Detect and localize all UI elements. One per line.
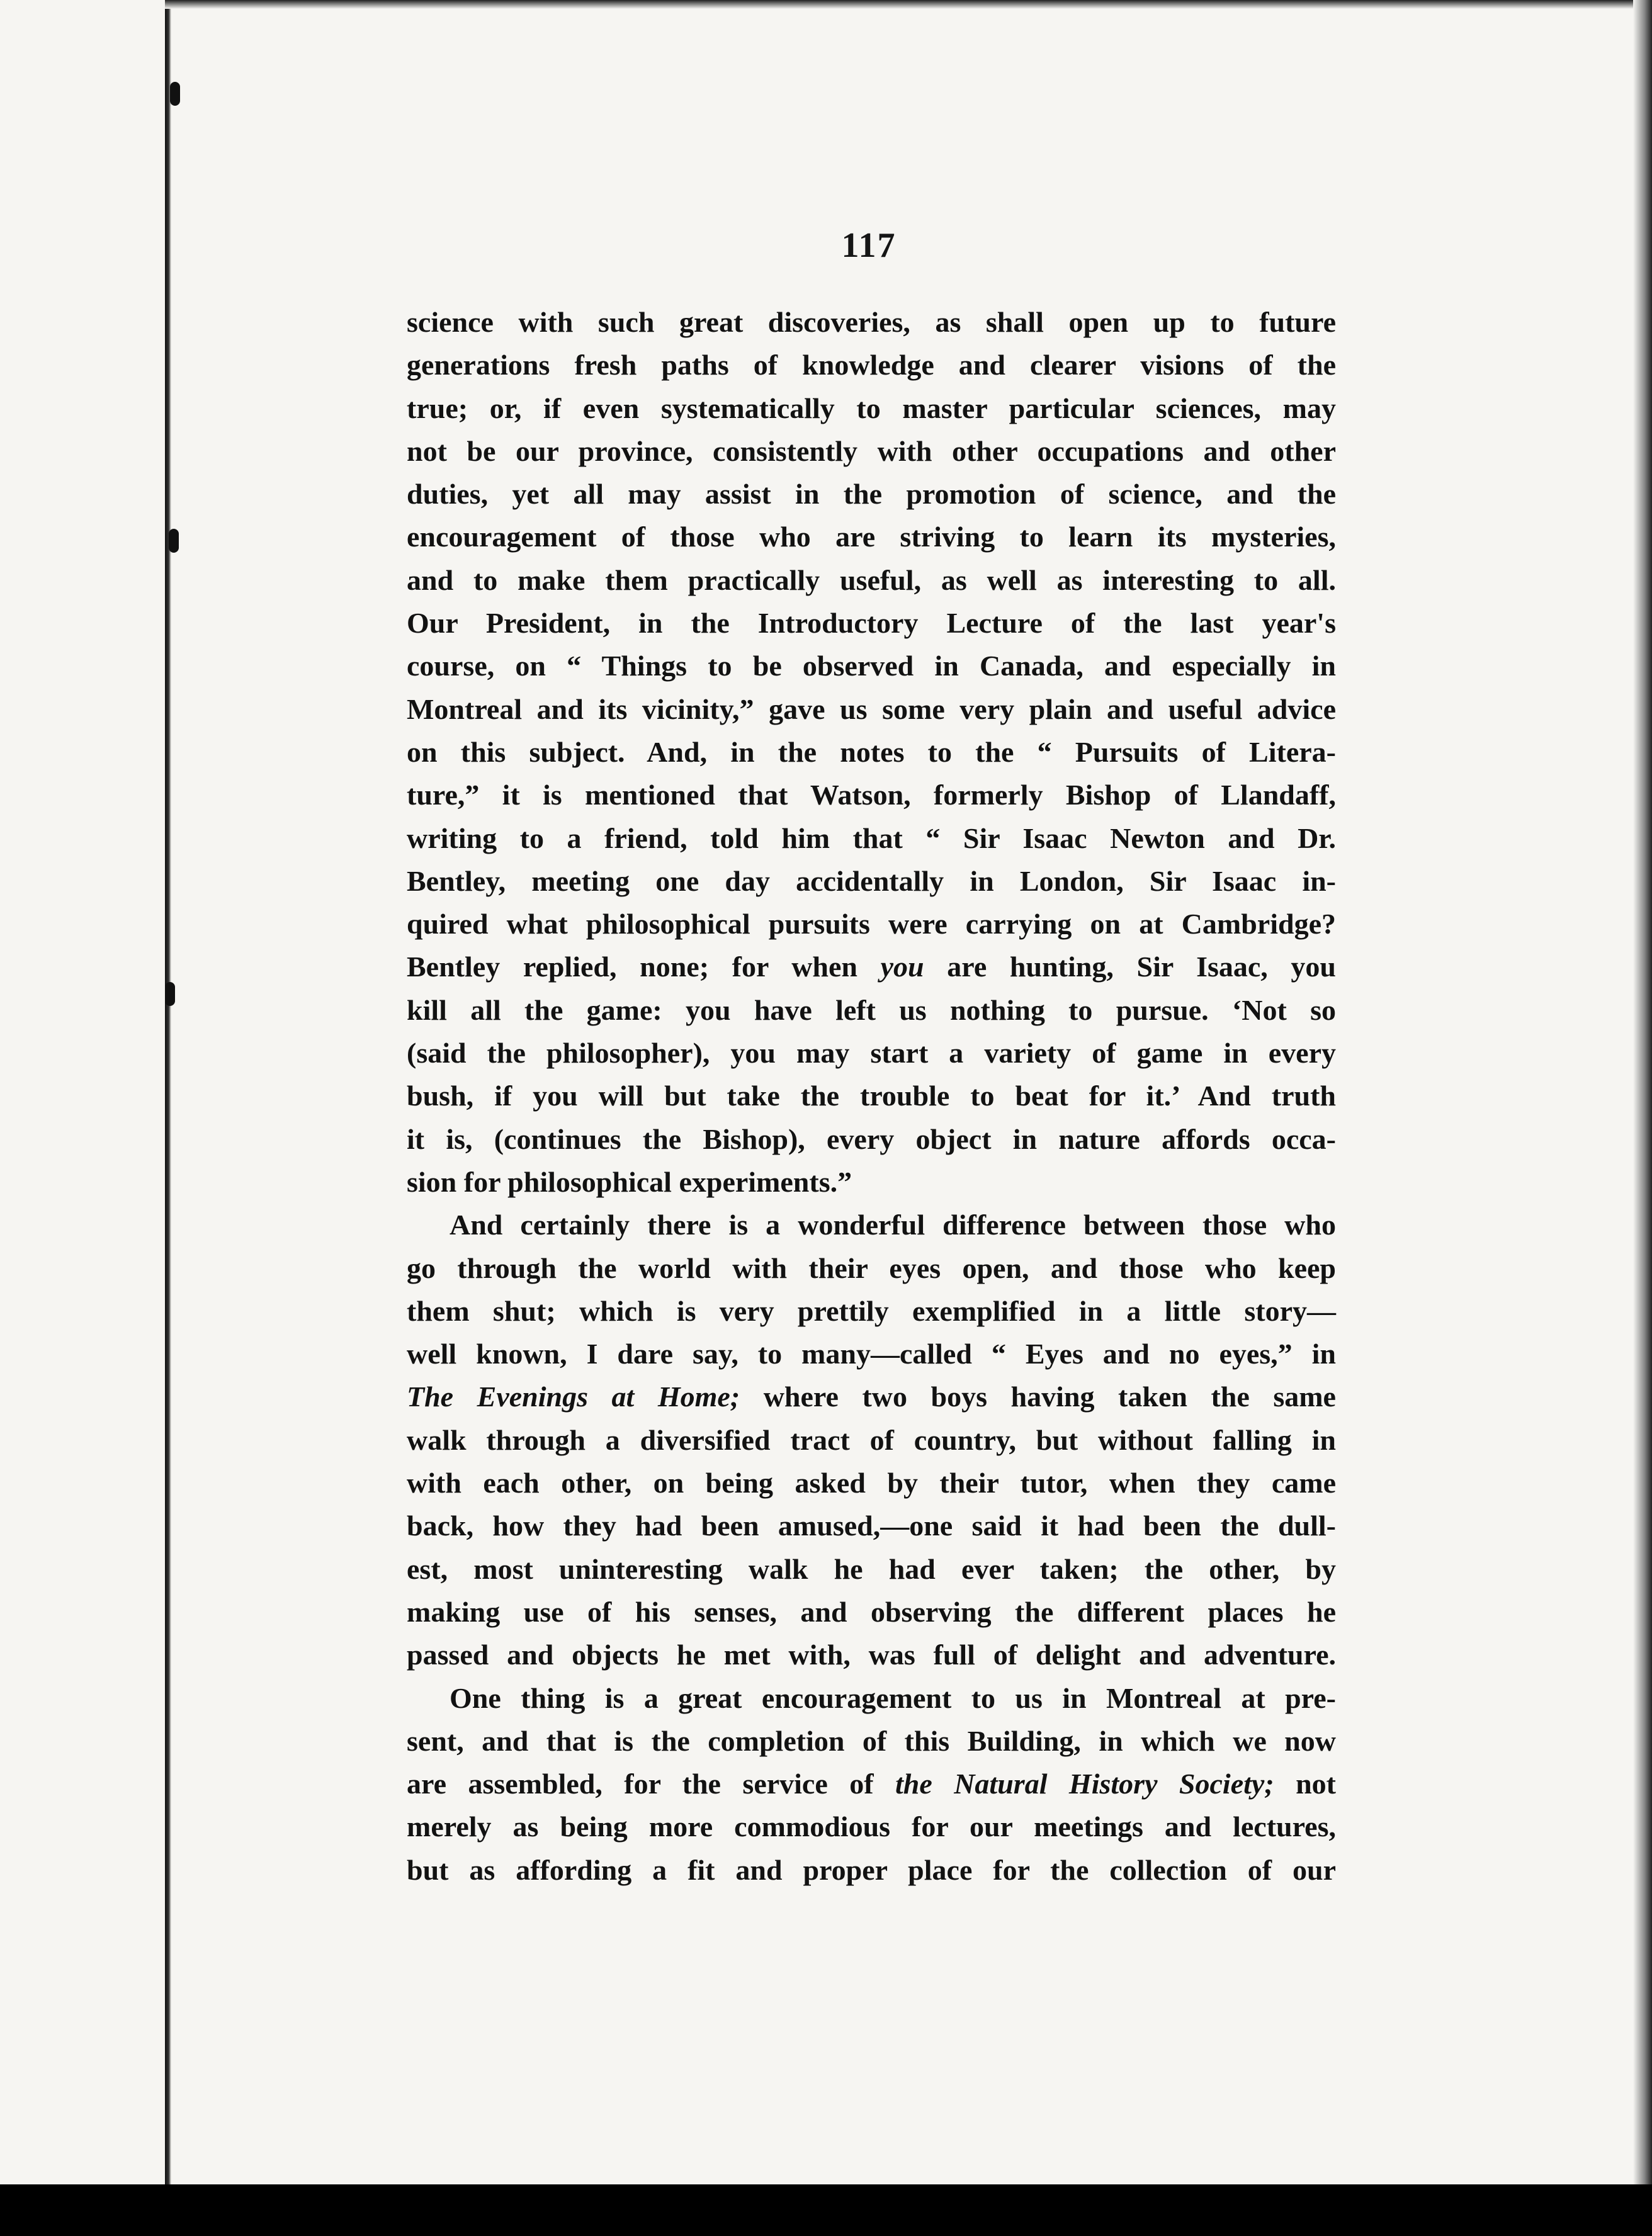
text-line: it is, (continues the Bishop), every object in nature affords occa- xyxy=(407,1122,1336,1155)
text-line: And certainly there is a wonderful difference between those who xyxy=(450,1209,1336,1241)
italic-phrase: the Natural History Society; xyxy=(895,1768,1274,1800)
text-line: with each other, on being asked by their tutor, when they came xyxy=(407,1467,1336,1499)
text-line: quired what philosophical pursuits were carrying on at Cambridge? xyxy=(407,908,1336,940)
right-edge xyxy=(1633,0,1652,2184)
text-line: The Evenings at Home; where two boys having taken the same xyxy=(407,1381,1336,1413)
text-line: One thing is a great encouragement to us in Montreal at pre- xyxy=(450,1681,1336,1714)
text-line: science with such great discoveries, as shall open up to future xyxy=(407,306,1336,338)
text-line: and to make them practically useful, as well as interesting to all. xyxy=(407,563,1336,596)
text-line: making use of his senses, and observing the different places he xyxy=(407,1595,1336,1628)
italic-phrase: The Evenings at Home; xyxy=(407,1381,740,1413)
text-line: true; or, if even systematically to master particular sciences, may xyxy=(407,392,1336,424)
page-number: 117 xyxy=(841,226,897,265)
text-line: well known, I dare say, to many—called “ Eyes and no eyes,” in xyxy=(407,1338,1336,1370)
text-line: sent, and that is the completion of this Building, in which we now xyxy=(407,1724,1336,1757)
italic-phrase: you xyxy=(880,951,924,983)
body-text xyxy=(407,301,1336,1892)
text-line: merely as being more commodious for our meetings and lectures, xyxy=(407,1810,1336,1843)
text-line: Bentley, meeting one day accidentally in London, Sir Isaac in- xyxy=(407,864,1336,897)
text-line: generations fresh paths of knowledge and clearer visions of the xyxy=(407,349,1336,381)
text-line: Montreal and its vicinity,” gave us some very plain and useful advice xyxy=(407,692,1336,725)
text-line: writing to a friend, told him that “ Sir Isaac Newton and Dr. xyxy=(407,822,1336,854)
text-line: are assembled, for the service of the Natural History Society; not xyxy=(407,1768,1337,1800)
left-margin xyxy=(0,0,165,2184)
text-line: Our President, in the Introductory Lecture of the last year's xyxy=(407,607,1336,640)
text-line: duties, yet all may assist in the promotion of science, and the xyxy=(407,478,1336,511)
text-line: est, most uninteresting walk he had ever taken; the other, by xyxy=(407,1552,1336,1585)
text-line: Bentley replied, none; for when you are hunting, Sir Isaac, you xyxy=(407,951,1337,983)
text-line: walk through a diversified tract of country, but without falling in xyxy=(407,1423,1336,1456)
binding-hole-mark xyxy=(169,529,179,553)
scan-bottom-border xyxy=(0,2184,1652,2236)
text-line: passed and objects he met with, was full of delight and adventure. xyxy=(407,1639,1336,1671)
binding-hole-mark xyxy=(170,82,180,106)
text-line: not be our province, consistently with other occupations and other xyxy=(407,434,1336,467)
text-line: ture,” it is mentioned that Watson, formerly Bishop of Llandaff, xyxy=(407,779,1336,811)
text-line: encouragement of those who are striving to learn its mysteries, xyxy=(407,521,1336,553)
text-line: go through the world with their eyes open, and those who keep xyxy=(407,1251,1336,1284)
text-line: back, how they had been amused,—one said it had been the dull- xyxy=(407,1510,1336,1542)
text-line: but as affording a fit and proper place for the collection of our xyxy=(407,1853,1336,1886)
text-line: (said the philosopher), you may start a variety of game in every xyxy=(407,1037,1336,1070)
text-line: on this subject. And, in the notes to the “ Pursuits of Litera- xyxy=(407,735,1336,768)
text-line: course, on “ Things to be observed in Canada, and especially in xyxy=(407,650,1336,682)
binding-hole-mark xyxy=(165,982,175,1006)
binding-edge xyxy=(165,0,171,2184)
text-line: them shut; which is very prettily exemplified in a little story— xyxy=(407,1294,1336,1327)
text-line: sion for philosophical experiments.” xyxy=(407,1165,852,1198)
top-edge xyxy=(165,0,1652,9)
text-line: kill all the game: you have left us nothing to pursue. ‘Not so xyxy=(407,993,1336,1026)
text-line: bush, if you will but take the trouble to beat for it.’ And truth xyxy=(407,1080,1336,1112)
